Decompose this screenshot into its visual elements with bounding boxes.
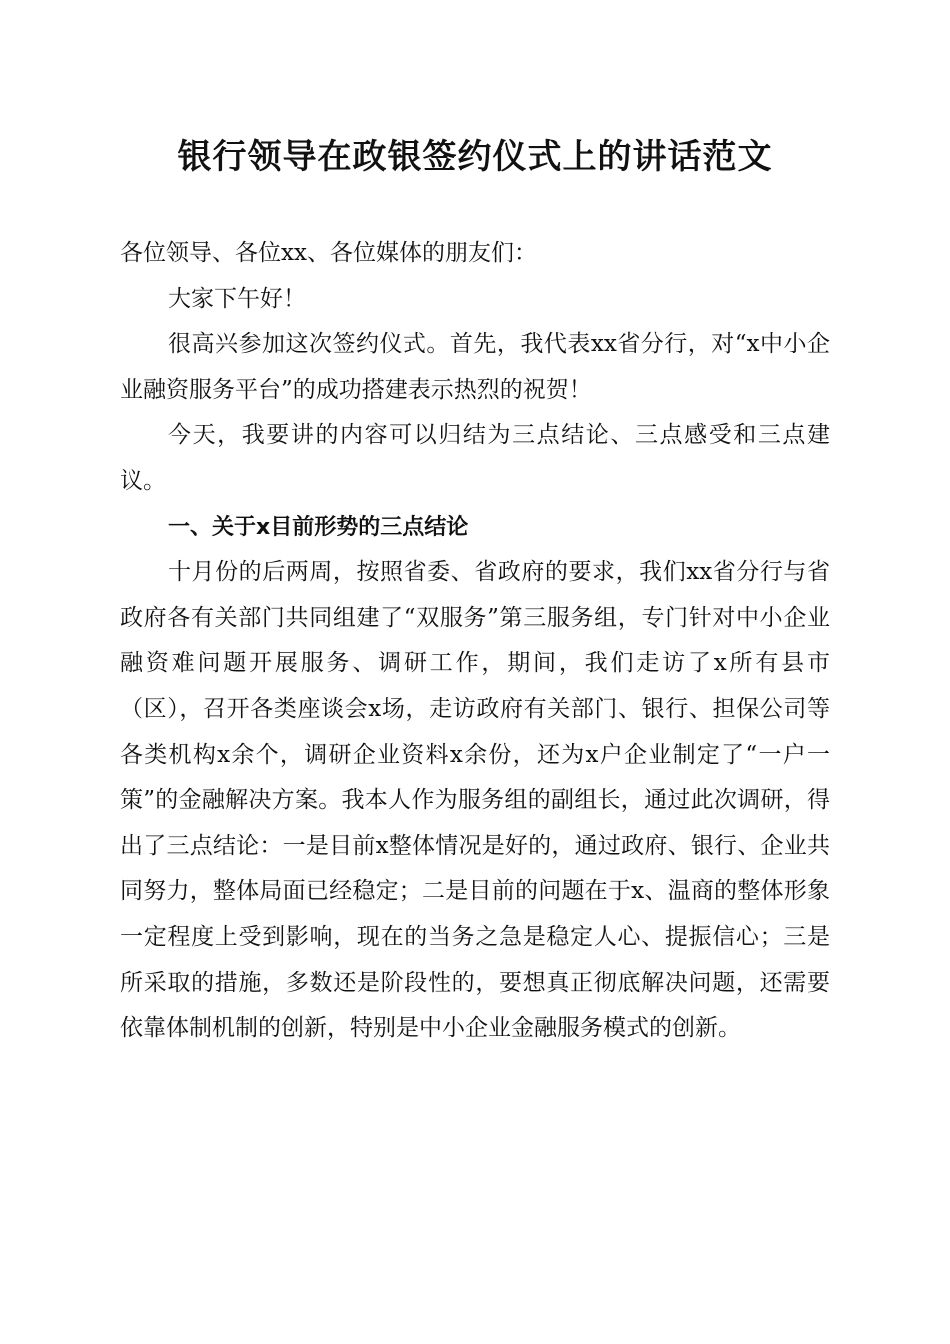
section-heading: 一、关于x目前形势的三点结论 <box>168 514 469 540</box>
salutation: 各位领导、各位xx、各位媒体的朋友们： <box>120 240 537 266</box>
document-body <box>120 231 830 1052</box>
section-paragraph: 十月份的后两周，按照省委、省政府的要求，我们xx省分行与省政府各有关部门共同组建了“双服务”第三服务组，专门针对中小企业融资难问题开展服务、调研工作，期间，我们走访了x所有县市（区），召开各类座谈会x场，走访政府有关部门、银行、担保公司等各类机构x余个，调研企业资料x余份，还为x户企业制定了“一户一策”的金融解决方案。我本人作为服务组的副组长，通过此次调研，得出了三点结论：一是目前x整体情况是好的，通过政府、银行、企业共同努力，整体局面已经稳定；二是目前的问题在于x、温商的整体形象一定程度上受到影响，现在的当务之急是稳定人心、提振信心；三是所采取的措施，多数还是阶段性的，要想真正彻底解决问题，还需要依靠体制机制的创新，特别是中小企业金融服务模式的创新。 <box>120 559 830 1042</box>
document-title: 银行领导在政银签约仪式上的讲话范文 <box>177 137 773 177</box>
outline-paragraph: 今天，我要讲的内容可以归结为三点结论、三点感受和三点建议。 <box>120 422 830 494</box>
congratulation-paragraph: 很高兴参加这次签约仪式。首先，我代表xx省分行，对“x中小企业融资服务平台”的成功搭建表示热烈的祝贺！ <box>120 331 830 403</box>
greeting-paragraph: 大家下午好！ <box>168 285 306 312</box>
